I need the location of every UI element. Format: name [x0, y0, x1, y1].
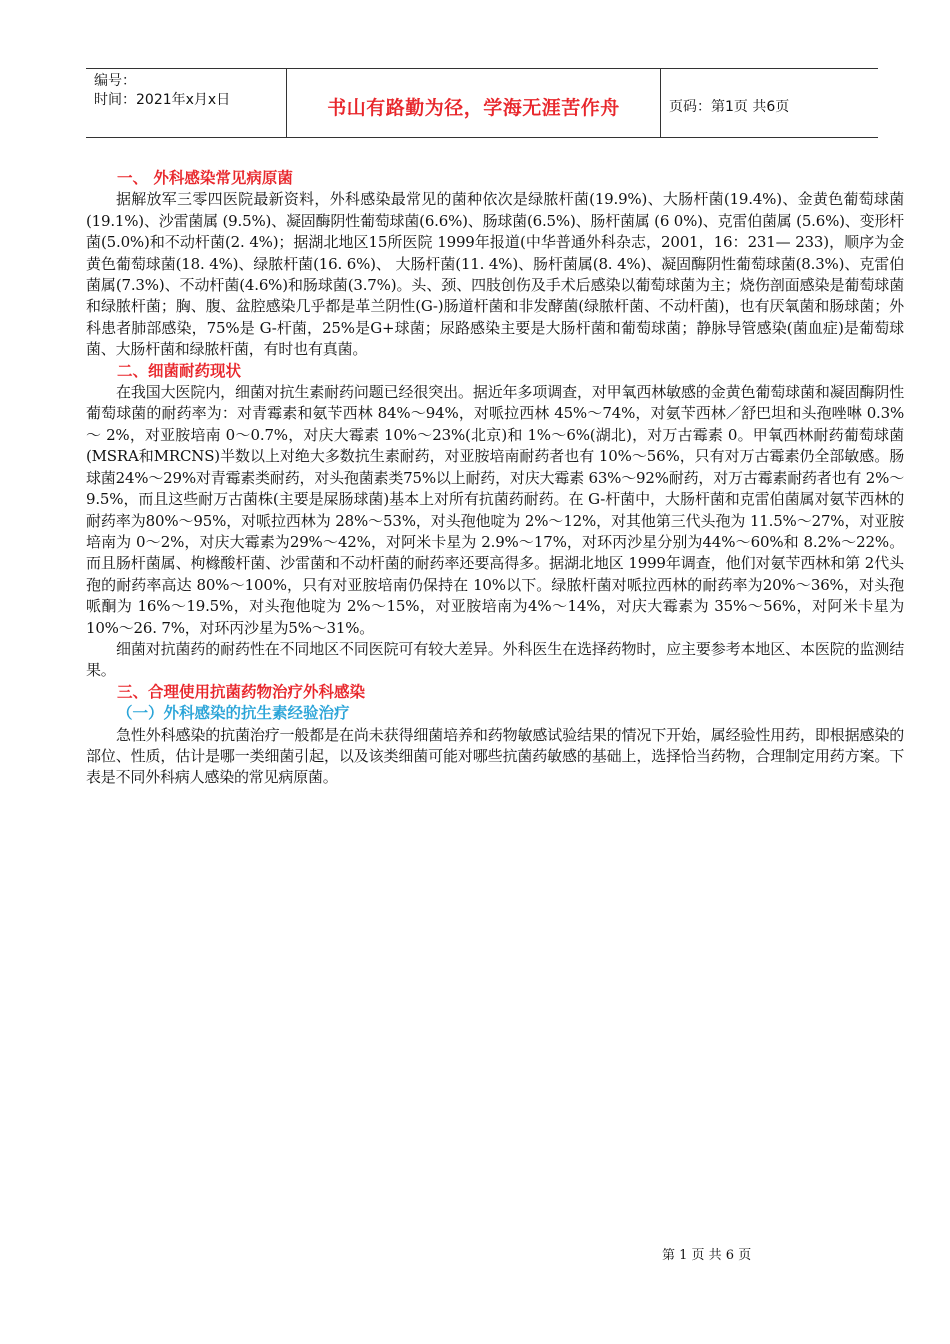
section-1-paragraph: 据解放军三零四医院最新资料，外科感染最常见的菌种依次是绿脓杆菌(19.9%)、大肠杆菌(19.4%)、金黄色葡萄球菌(19.1%)、沙雷菌属 (9.5%)、凝固酶阴性葡萄球菌(6.6%)、肠球菌(6.5%)、肠杆菌属 (6 0%)、克雷伯菌属 (5.6%)、变形杆菌(5.0%)和不动杆菌(2. 4%)；据湖北地区15所医院 1999年报道(中华普通外科杂志，2001，16：231— 233)，顺序为金黄色葡萄球菌(18. 4%)、绿脓杆菌(16. 6%)、 大肠杆菌(11. 4%)、肠杆菌属(8. 4%)、凝固酶阴性葡萄球菌(8.3%)、克雷伯菌属(7.3%)、不动杆菌(4.6%)和肠球菌(3.7%)。头、颈、四肢创伤及手术后感染以葡萄球菌为主；烧伤剖面感染是葡萄球菌和绿脓杆菌；胸、腹、盆腔感染几乎都是革兰阴性(G-)肠道杆菌和非发酵菌(绿脓杆菌、不动杆菌)，也有厌氧菌和肠球菌；外科患者肺部感染，75%是 G-杆菌，25%是G+球菌；尿路感染主要是大肠杆菌和葡萄球菌；静脉导管感染(菌血症)是葡萄球菌、大肠杆菌和绿脓杆菌，有时也有真菌。 [86, 190, 904, 359]
document-body [86, 168, 904, 789]
header-meta-cell [86, 69, 287, 137]
section-1-title: 一、 外科感染常见病原菌 [117, 169, 293, 187]
section-2-title: 二、细菌耐药现状 [117, 361, 242, 380]
section-2-paragraph-2: 细菌对抗菌药的耐药性在不同地区不同医院可有较大差异。外科医生在选择药物时，应主要参考本地区、本医院的监测结果。 [86, 639, 904, 680]
page-footer: 第 1 页 共 6 页 [662, 1248, 752, 1263]
section-3-subtitle-1: （一）外科感染的抗生素经验治疗 [117, 704, 350, 723]
header-motto: 书山有路勤为径，学海无涯苦作舟 [287, 69, 661, 137]
section-2-paragraph-1: 在我国大医院内，细菌对抗生素耐药问题已经很突出。据近年多项调查，对甲氧西林敏感的金黄色葡萄球菌和凝固酶阴性葡萄球菌的耐药率为：对青霉素和氨苄西林 84%～94%，对哌拉西林 45%～74%，对氨苄西林／舒巴坦和头孢唑啉 0.3%～ 2%，对亚胺培南 0～0.7%，对庆大霉素 10%～23%(北京)和 1%～6%(湖北)，对万古霉素 0。甲氧西林耐药葡萄球菌(MSRA和MRCNS)半数以上对绝大多数抗生素耐药，对亚胺培南耐药者也有 10%～56%，只有对万古霉素仍全部敏感。肠球菌24%～29%对青霉素类耐药，对头孢菌素类75%以上耐药，对庆大霉素 63%～92%耐药，对万古霉素耐药者也有 2%～9.5%，而且这些耐万古菌株(主要是屎肠球菌)基本上对所有抗菌药耐药。在 G-杆菌中，大肠杆菌和克雷伯菌属对氨苄西林的耐药率为80%～95%，对哌拉西林为 28%～53%，对头孢他啶为 2%～12%，对其他第三代头孢为 11.5%～27%，对亚胺培南为 0～2%，对庆大霉素为29%～42%，对阿米卡星为 2.9%～17%，对环丙沙星分别为44%～60%和 8.2%～22%。而且肠杆菌属、枸橼酸杆菌、沙雷菌和不动杆菌的耐药率还要高得多。据湖北地区 1999年调查，他们对氨苄西林和第 2代头孢的耐药率高达 80%～100%，只有对亚胺培南仍保持在 10%以下。绿脓杆菌对哌拉西林的耐药率为20%～36%，对头孢哌酮为 16%～19.5%，对头孢他啶为 2%～15%，对亚胺培南为4%～14%，对庆大霉素为 35%～56%，对阿米卡星为 10%～26. 7%，对环丙沙星为5%～31%。 [86, 383, 904, 637]
header-page-info: 页码：第1页 共6页 [669, 99, 790, 115]
number-label: 编号： [94, 73, 136, 89]
time-label: 时间：2021年x月x日 [94, 92, 231, 108]
document-header [86, 68, 878, 138]
section-3-paragraph-1: 急性外科感染的抗菌治疗一般都是在尚未获得细菌培养和药物敏感试验结果的情况下开始，属经验性用药，即根据感染的部位、性质，估计是哪一类细菌引起，以及该类细菌可能对哪些抗菌药敏感的基础上，选择恰当药物，合理制定用药方案。下表是不同外科病人感染的常见病原菌。 [86, 725, 904, 787]
section-3-title: 三、合理使用抗菌药物治疗外科感染 [117, 682, 366, 701]
